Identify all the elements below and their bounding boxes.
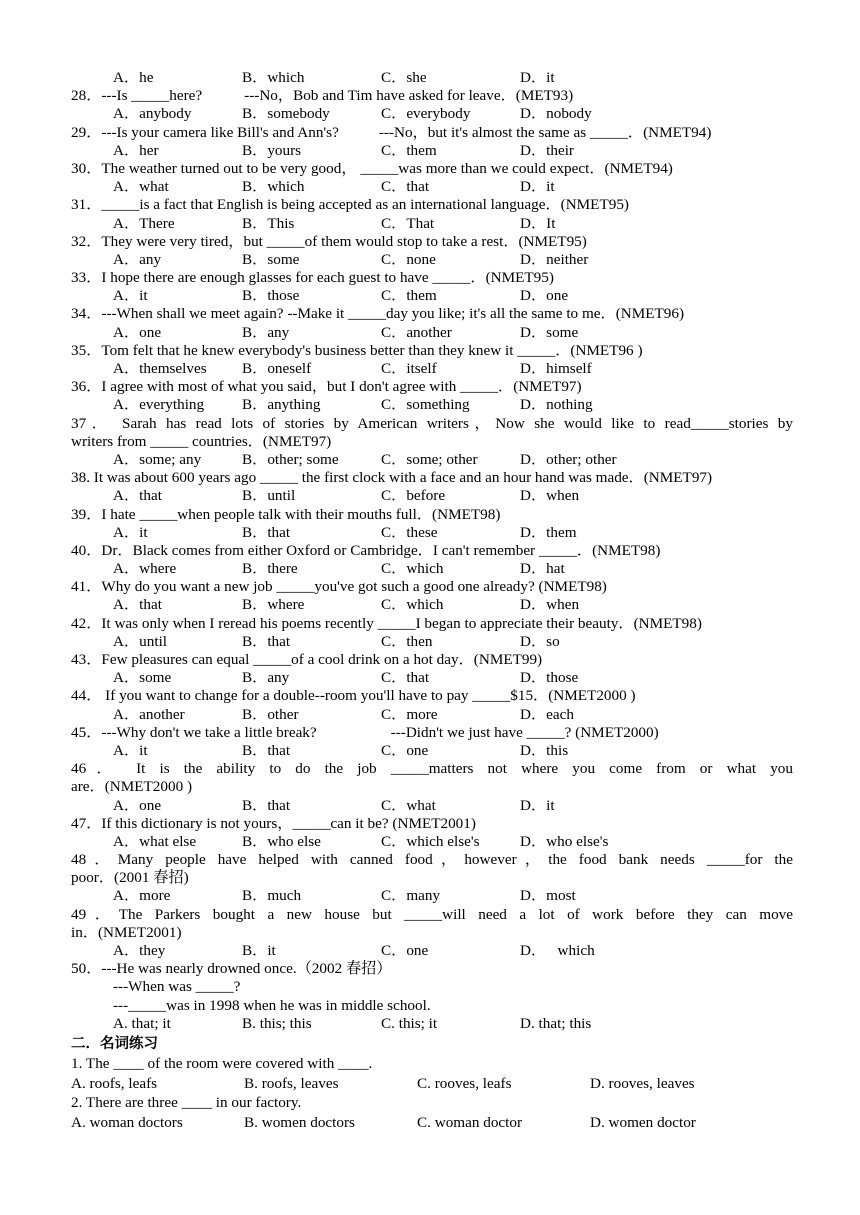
option-b: B．which [242,69,305,86]
option-d: D．their [520,141,574,159]
option-c: C．then [381,632,433,650]
option-a: A．it [113,523,148,541]
option-a: A．it [113,287,148,305]
option-d: D．when [520,487,580,505]
option-a: A．themselves [113,360,207,377]
option-b: B．there [242,560,298,578]
option-d: D．himself [520,360,592,377]
question-33 [71,269,793,287]
option-c: C．which else's [381,832,480,850]
option-c: C．one [381,942,429,959]
option-d: D．most [520,887,576,905]
question-41 [71,578,793,596]
option-c: C．them [381,287,437,305]
option-d: D. that; this [520,1014,592,1032]
option-a: A．more [113,887,171,905]
question-34 [71,305,793,323]
option-b: B．that [242,632,291,650]
option-d: D．those [520,669,579,687]
option-d: D．neither [520,250,589,268]
question-49-options [71,942,793,960]
option-b: B．those [242,287,300,305]
option-a: A. that; it [113,1014,171,1032]
question-38-options [71,487,793,505]
question-38-text: 38. It was about 600 years ago _____ the first clock with a face and an hour hand was made．(NMET97) [71,469,713,487]
option-d: D．some [520,323,579,341]
option-a: A．some; any [113,450,202,468]
option-b: B．oneself [242,360,312,377]
option-c: C．something [381,396,470,414]
question-50-options [71,1015,793,1033]
option-c: C．some; other [381,450,478,468]
option-b: B. women doctors [244,1113,355,1131]
question-49: 49．The Parkers bought a new house but _____will need a lot of work before they can move [71,905,793,923]
option-b: B．that [242,741,291,759]
option-b: B．anything [242,396,321,414]
option-a: A．any [113,250,162,268]
question-43 [71,651,793,669]
option-c: C．which [381,596,444,614]
question-41-options [71,596,793,614]
option-c: C．these [381,523,438,541]
option-c: C．one [381,741,429,759]
option-c: C．itself [381,360,437,377]
question-45-text: 45．---Why don't we take a little break? [71,723,317,741]
question-45-options [71,742,793,760]
option-c: C．none [381,250,436,268]
option-d: D．them [520,523,577,541]
option-c: C．That [381,214,435,232]
question-30 [71,160,793,178]
question-43-options [71,669,793,687]
question-47-options [71,833,793,851]
option-d: D. rooves, leaves [590,1074,695,1092]
option-d: D．one [520,287,569,305]
option-d: D．it [520,178,555,196]
option-b: B．any [242,323,290,341]
question-35-text: 35．Tom felt that he knew everybody's business better than they knew it _____．(NMET96 ) [71,341,643,359]
option-d: D．nobody [520,105,592,123]
option-b: B．it [242,942,276,959]
noun-question-2 [71,1093,793,1113]
noun-question-2-text: 2. There are three ____ in our factory. [71,1094,302,1112]
option-c: C．what [381,796,436,814]
option-b: B．any [242,669,290,687]
option-b: B．somebody [242,105,330,123]
option-c: C．more [381,705,438,723]
question-32-options [71,251,793,269]
question-47 [71,815,793,833]
option-a: A．where [113,560,177,578]
option-c: C．that [381,669,430,687]
option-c: C. woman doctor [417,1113,523,1131]
option-b: B．who else [242,832,321,850]
option-b: B．until [242,487,296,505]
option-b: B．much [242,887,302,905]
option-d: D．it [520,796,555,814]
option-c: C．them [381,141,437,159]
question-39-text: 39．I hate _____when people talk with their mouths full．(NMET98) [71,505,501,523]
option-b: B．that [242,796,291,814]
option-d: D．when [520,596,580,614]
exercise-content [71,69,793,1132]
question-31 [71,196,793,214]
question-37: 37． Sarah has read lots of stories by American writers，Now she would like to read_____stories by [71,414,793,432]
option-d: D．It [520,214,556,232]
option-d: D．this [520,741,569,759]
question-45-reply: ---Didn't we just have _____? (NMET2000) [390,723,659,741]
option-d: D. women doctor [590,1113,696,1131]
question-47-text: 47．If this dictionary is not yours，_____can it be? (NMET2001) [71,814,476,832]
question-44 [71,687,793,705]
question-35 [71,342,793,360]
option-b: B．that [242,523,291,541]
question-36-text: 36．I agree with most of what you said，but I don't agree with _____．(NMET97) [71,378,582,396]
option-c: C．before [381,487,446,505]
question-29-reply: ---No，but it's almost the same as _____．(NMET94) [378,123,712,141]
question-50-line-2: ---When was _____? [113,978,241,996]
option-d: D．it [520,69,555,86]
option-d: D．hat [520,560,565,578]
question-48: 48．Many people have helped with canned food，however，the food bank needs _____for the [71,851,793,869]
option-b: B．other; some [242,450,339,468]
question-46: 46． It is the ability to do the job _____matters not where you come from or what you [71,760,793,778]
option-a: A. roofs, leafs [71,1074,158,1092]
question-44-text: 44． If you want to change for a double--room you'll have to pay _____$15．(NMET2000 ) [71,687,636,705]
question-30-options [71,178,793,196]
question-37-options [71,451,793,469]
option-b: B．where [242,596,305,614]
option-a: A．everything [113,396,205,414]
question-39-options [71,524,793,542]
question-28-reply: ---No，Bob and Tim have asked for leave．(MET93) [244,87,574,105]
option-a: A．they [113,942,166,959]
question-32-text: 32．They were very tired，but _____of them would stop to take a rest．(NMET95) [71,232,587,250]
question-42-options [71,633,793,651]
question-41-text: 41．Why do you want a new job _____you've got such a good one already? (NMET98) [71,578,607,596]
question-30-text: 30．The weather turned out to be very good， _____was more than we could expect．(NMET94) [71,159,673,177]
noun-question-1 [71,1054,793,1074]
question-49-cont: in．(NMET2001) [71,923,182,941]
option-b: B. roofs, leaves [244,1074,339,1092]
question-34-text: 34．---When shall we meet again? --Make it _____day you like; it's all the same to me．(NMET96) [71,305,685,323]
option-a: A．anybody [113,105,192,123]
option-d: D． which [520,942,595,959]
question-33-text: 33．I hope there are enough glasses for each guest to have _____．(NMET95) [71,269,554,287]
question-40-options [71,560,793,578]
question-48-cont: poor．(2001 春招) [71,869,189,887]
question-33-options [71,287,793,305]
option-a: A. woman doctors [71,1113,183,1131]
option-d: D．nothing [520,396,593,414]
option-b: B．yours [242,141,302,159]
question-42 [71,615,793,633]
option-d: D．who else's [520,832,609,850]
question-39 [71,506,793,524]
option-a: A．what [113,178,169,196]
question-40 [71,542,793,560]
section-heading: 二．名词练习 [71,1035,158,1052]
noun-question-1-text: 1. The ____ of the room were covered with ____. [71,1054,373,1072]
noun-question-1-options [71,1074,793,1094]
question-37-cont: writers from _____ countries．(NMET97) [71,432,332,450]
option-a: A．it [113,741,148,759]
question-42-text: 42．It was only when I reread his poems recently _____I began to appreciate their beauty．(NMET98) [71,614,702,632]
question-46-cont: are．(NMET2000 ) [71,778,193,796]
option-a: A．that [113,487,162,505]
option-a: A．what else [113,832,197,850]
question-35-options [71,360,793,378]
option-a: A．one [113,323,162,341]
question-27-options [71,69,793,87]
option-a: A．he [113,69,154,86]
option-a: A．There [113,214,175,232]
option-c: C．another [381,323,452,341]
option-a: A．that [113,596,162,614]
question-43-text: 43．Few pleasures can equal _____of a cool drink on a hot day．(NMET99) [71,651,543,668]
option-b: B．other [242,705,299,723]
option-b: B．some [242,250,300,268]
option-a: A．her [113,141,159,159]
option-a: A．another [113,705,185,723]
option-c: C．which [381,560,444,578]
question-28-options [71,105,793,123]
question-29-text: 29．---Is your camera like Bill's and Ann's? [71,123,339,141]
option-b: B. this; this [242,1014,312,1032]
option-c: C. rooves, leafs [417,1074,512,1092]
question-36-options [71,396,793,414]
question-31-text: 31．_____is a fact that English is being accepted as an international language．(NMET95) [71,196,629,214]
question-36 [71,378,793,396]
question-29 [71,124,793,142]
noun-question-2-options [71,1113,793,1133]
question-40-text: 40．Dr．Black comes from either Oxford or Cambridge．I can't remember _____．(NMET98) [71,541,661,559]
question-32 [71,233,793,251]
question-44-options [71,706,793,724]
option-a: A．until [113,632,168,650]
option-c: C．that [381,178,430,196]
option-d: D．each [520,705,574,723]
question-45 [71,724,793,742]
question-29-options [71,142,793,160]
question-28-text: 28．---Is _____here? [71,87,203,105]
question-50 [71,960,793,978]
question-34-options [71,324,793,342]
option-d: D．so [520,632,560,650]
question-28 [71,87,793,105]
option-c: C．many [381,887,441,905]
question-50-line-3: ---_____was in 1998 when he was in middle school. [113,996,431,1014]
option-c: C. this; it [381,1014,438,1032]
question-46-options [71,797,793,815]
question-50-text: 50．---He was nearly drowned once.（2002 春招） [71,960,392,978]
option-c: C．she [381,69,427,86]
option-b: B．which [242,178,305,196]
option-c: C．everybody [381,105,471,123]
option-b: B．This [242,214,295,232]
question-31-options [71,215,793,233]
question-48-options [71,887,793,905]
question-38 [71,469,793,487]
option-d: D．other; other [520,450,617,468]
option-a: A．some [113,669,172,687]
option-a: A．one [113,796,162,814]
